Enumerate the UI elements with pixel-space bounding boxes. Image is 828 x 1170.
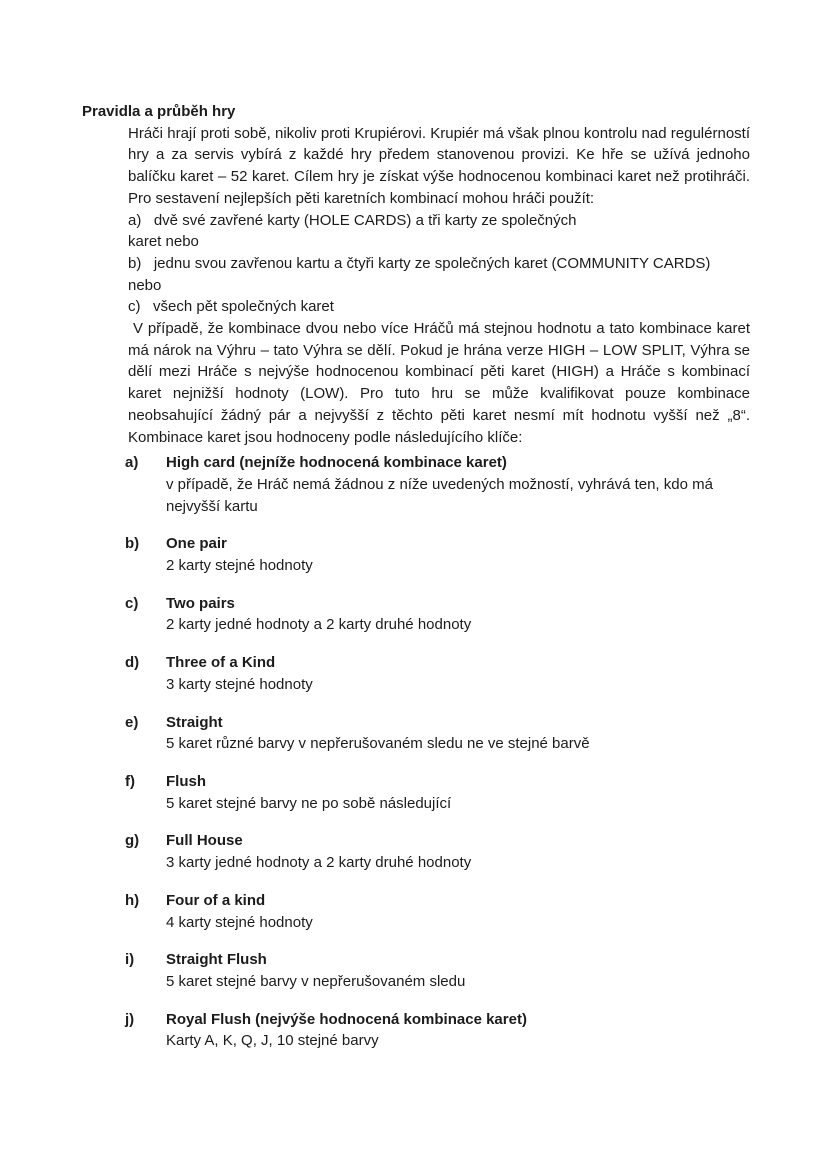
hand-letter: b) <box>125 535 140 553</box>
hand-letter: i) <box>125 951 135 969</box>
hand-letter: e) <box>125 713 139 731</box>
hand-title: Two pairs <box>166 594 235 612</box>
page-title: Pravidla a průběh hry <box>82 103 236 120</box>
hand-title: Royal Flush (nejvýše hodnocená kombinace karet) <box>166 1010 527 1028</box>
card-option-line: a) dvě své zavřené karty (HOLE CARDS) a tři karty ze společných <box>128 211 577 229</box>
hand-title: One pair <box>166 535 227 553</box>
hand-letter: j) <box>125 1010 135 1028</box>
rules-body <box>128 123 750 449</box>
hand-letter: a) <box>125 454 139 472</box>
card-options-list <box>128 210 750 319</box>
hand-description: Karty A, K, Q, J, 10 stejné barvy <box>166 1032 379 1050</box>
hand-description: 3 karty jedné hodnoty a 2 karty druhé hodnoty <box>166 854 472 872</box>
card-option-line: b) jednu svou zavřenou kartu a čtyři karty ze společných karet (COMMUNITY CARDS) <box>128 254 711 272</box>
hand-item-two-pairs <box>125 593 750 636</box>
hand-item-royal-flush <box>125 1009 750 1052</box>
hand-description: 5 karet stejné barvy v nepřerušovaném sledu <box>166 972 466 990</box>
card-option-line: c) všech pět společných karet <box>128 298 334 316</box>
hand-title: Full House <box>166 832 243 850</box>
hand-item-one-pair <box>125 533 750 576</box>
hand-title: Straight Flush <box>166 951 267 969</box>
hand-title: Straight <box>166 713 223 731</box>
hand-item-three-of-a-kind <box>125 652 750 695</box>
hand-letter: c) <box>125 594 139 612</box>
intro-paragraph: Hráči hrají proti sobě, nikoliv proti Krupiérovi. Krupiér má však plnou kontrolu nad regulérností hry a za servis vybírá z každé hry předem stanovenou provizi. Ke hře se užívá jednoho balíčku karet – 52 karet. Cílem hry je získat výše hodnocenou kombinaci karet než protihráči. Pro sestavení nejlepších pěti karetních kombinací mohou hráči použít: <box>128 124 750 207</box>
hand-description: 5 karet stejné barvy ne po sobě následující <box>166 794 452 812</box>
hand-item-flush <box>125 771 750 814</box>
hand-letter: h) <box>125 891 140 909</box>
hand-letter: f) <box>125 772 135 790</box>
card-option-line: nebo <box>128 276 162 294</box>
hand-item-straight-flush <box>125 949 750 992</box>
hand-rankings-list <box>125 448 750 1052</box>
hand-description: 2 karty jedné hodnoty a 2 karty druhé hodnoty <box>166 616 472 634</box>
hand-title: Three of a Kind <box>166 654 276 672</box>
hand-title: High card (nejníže hodnocená kombinace karet) <box>166 454 507 472</box>
hand-item-four-of-a-kind <box>125 890 750 933</box>
card-option-line: karet nebo <box>128 233 199 251</box>
hand-item-full-house <box>125 830 750 873</box>
hand-item-straight <box>125 712 750 755</box>
hand-title: Flush <box>166 772 206 790</box>
hand-item-high-card <box>125 452 750 517</box>
hand-description: 5 karet různé barvy v nepřerušovaném sledu ne ve stejné barvě <box>166 735 590 753</box>
hand-description: 2 karty stejné hodnoty <box>166 557 313 575</box>
hand-description: v případě, že Hráč nemá žádnou z níže uvedených možností, vyhrává ten, kdo má nejvyšší kartu <box>166 475 713 515</box>
hand-letter: d) <box>125 654 140 672</box>
hand-description: 3 karty stejné hodnoty <box>166 675 313 693</box>
hand-title: Four of a kind <box>166 891 266 909</box>
split-rule-paragraph: V případě, že kombinace dvou nebo více Hráčů má stejnou hodnotu a tato kombinace karet má nárok na Výhru – tato Výhra se dělí. Pokud je hrána verze HIGH – LOW SPLIT, Výhra se dělí mezi Hráče s nejvýše hodnocenou kombinací pěti karet (HIGH) a Hráče s kombinací karet nejnižší hodnoty (LOW). Pro tuto hru se může kvalifikovat pouze kombinace neobsahující žádný pár a nejvyšší z těchto pěti karet nesmí mít hodnotu vyšší než „8“. Kombinace karet jsou hodnoceny podle následujícího klíče: <box>128 320 750 446</box>
hand-description: 4 karty stejné hodnoty <box>166 913 313 931</box>
hand-letter: g) <box>125 832 140 850</box>
